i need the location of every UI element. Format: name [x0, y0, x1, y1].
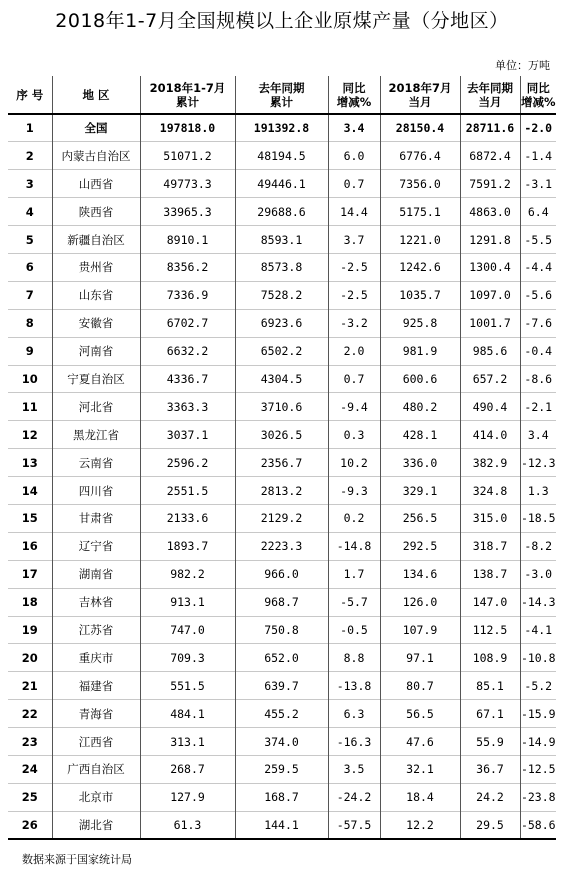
header-ytd-change-line2: 增减%: [336, 94, 372, 109]
cell-month: 1242.6: [380, 253, 460, 281]
cell-prev-month: 1097.0: [460, 281, 520, 309]
cell-prev-ytd: 7528.2: [235, 281, 328, 309]
table-row: [8, 700, 556, 728]
table-row: [8, 226, 556, 254]
cell-ytd-change: 10.2: [328, 449, 380, 477]
cell-ytd: 61.3: [140, 811, 235, 839]
cell-ytd: 8356.2: [140, 253, 235, 281]
cell-prev-month: 6872.4: [460, 142, 520, 170]
cell-month-change: -8.6: [520, 365, 556, 393]
cell-seq: 14: [8, 477, 52, 505]
cell-ytd-change: 8.8: [328, 644, 380, 672]
header-month-change: [520, 76, 556, 114]
cell-seq: 17: [8, 560, 52, 588]
cell-region: 四川省: [52, 477, 140, 505]
cell-month: 7356.0: [380, 170, 460, 198]
cell-month: 32.1: [380, 755, 460, 783]
cell-prev-month: 24.2: [460, 783, 520, 811]
header-prev-ytd-line1: 去年同期: [258, 80, 305, 95]
cell-prev-month: 1291.8: [460, 226, 520, 254]
cell-month-change: 3.4: [520, 421, 556, 449]
cell-region: 江西省: [52, 728, 140, 756]
cell-ytd: 484.1: [140, 700, 235, 728]
cell-ytd: 2551.5: [140, 477, 235, 505]
cell-ytd: 551.5: [140, 672, 235, 700]
cell-month: 480.2: [380, 393, 460, 421]
table-row: [8, 449, 556, 477]
table-body: [8, 114, 556, 839]
cell-seq: 20: [8, 644, 52, 672]
cell-prev-ytd: 4304.5: [235, 365, 328, 393]
cell-month: 292.5: [380, 532, 460, 560]
table-row: [8, 477, 556, 505]
cell-seq: 13: [8, 449, 52, 477]
cell-ytd: 127.9: [140, 783, 235, 811]
cell-prev-ytd: 374.0: [235, 728, 328, 756]
cell-month-change: -10.8: [520, 644, 556, 672]
table-row: [8, 588, 556, 616]
cell-month-change: -14.3: [520, 588, 556, 616]
cell-prev-month: 7591.2: [460, 170, 520, 198]
unit-label: 单位：万吨: [495, 59, 550, 72]
cell-ytd-change: 0.7: [328, 170, 380, 198]
cell-month-change: -1.4: [520, 142, 556, 170]
table-row: [8, 393, 556, 421]
cell-prev-ytd: 6923.6: [235, 309, 328, 337]
cell-ytd-change: -24.2: [328, 783, 380, 811]
cell-seq: 23: [8, 728, 52, 756]
cell-seq: 25: [8, 783, 52, 811]
cell-month: 428.1: [380, 421, 460, 449]
cell-month-change: -7.6: [520, 309, 556, 337]
table-row: [8, 504, 556, 532]
table-row: [8, 616, 556, 644]
cell-month-change: -2.1: [520, 393, 556, 421]
cell-month: 329.1: [380, 477, 460, 505]
cell-ytd-change: 2.0: [328, 337, 380, 365]
cell-ytd-change: 0.3: [328, 421, 380, 449]
cell-month: 47.6: [380, 728, 460, 756]
header-ytd-line2: 累计: [176, 94, 199, 109]
cell-ytd-change: 0.2: [328, 504, 380, 532]
cell-ytd: 3363.3: [140, 393, 235, 421]
table-row: [8, 532, 556, 560]
cell-seq: 7: [8, 281, 52, 309]
cell-ytd-change: 3.5: [328, 755, 380, 783]
cell-seq: 19: [8, 616, 52, 644]
cell-month-change: -14.9: [520, 728, 556, 756]
cell-ytd: 7336.9: [140, 281, 235, 309]
header-prev-month-line2: 当月: [478, 94, 502, 109]
cell-month-change: -18.5: [520, 504, 556, 532]
cell-month: 56.5: [380, 700, 460, 728]
cell-ytd-change: -13.8: [328, 672, 380, 700]
header-prev-month: [460, 76, 520, 114]
cell-prev-month: 318.7: [460, 532, 520, 560]
cell-ytd: 268.7: [140, 755, 235, 783]
cell-ytd: 2596.2: [140, 449, 235, 477]
cell-prev-month: 490.4: [460, 393, 520, 421]
cell-prev-ytd: 6502.2: [235, 337, 328, 365]
cell-region: 陕西省: [52, 198, 140, 226]
cell-region: 安徽省: [52, 309, 140, 337]
cell-seq: 1: [25, 121, 34, 136]
cell-region: 湖南省: [52, 560, 140, 588]
cell-region: 江苏省: [52, 616, 140, 644]
header-month-change-line2: 增减%: [520, 94, 556, 109]
table-row: [8, 170, 556, 198]
cell-prev-ytd: 144.1: [235, 811, 328, 839]
cell-prev-month: 985.6: [460, 337, 520, 365]
cell-seq: 11: [8, 393, 52, 421]
page-title: 2018年1-7月全国规模以上企业原煤产量（分地区）: [55, 10, 509, 32]
header-ytd-change: [328, 76, 380, 114]
cell-month-change: -3.1: [520, 170, 556, 198]
cell-seq: 15: [8, 504, 52, 532]
cell-month-change: -15.9: [520, 700, 556, 728]
table-header-row: [8, 76, 556, 114]
cell-ytd-change: -57.5: [328, 811, 380, 839]
header-prev-ytd: [235, 76, 328, 114]
cell-prev-ytd: 49446.1: [235, 170, 328, 198]
cell-month-change: 1.3: [520, 477, 556, 505]
coal-output-table: [8, 76, 556, 840]
cell-ytd-change: 6.0: [328, 142, 380, 170]
cell-prev-ytd: 750.8: [235, 616, 328, 644]
table-row: [8, 365, 556, 393]
table-row: [8, 309, 556, 337]
cell-prev-ytd: 29688.6: [235, 198, 328, 226]
table-row: [8, 644, 556, 672]
cell-prev-month: 85.1: [460, 672, 520, 700]
cell-ytd: 313.1: [140, 728, 235, 756]
cell-prev-ytd: 2356.7: [235, 449, 328, 477]
cell-prev-month: 1001.7: [460, 309, 520, 337]
cell-ytd: 4336.7: [140, 365, 235, 393]
cell-prev-ytd: 48194.5: [235, 142, 328, 170]
cell-month-change: -12.5: [520, 755, 556, 783]
cell-prev-ytd: 8593.1: [235, 226, 328, 254]
cell-month-change: -2.0: [520, 114, 556, 142]
cell-ytd-change: -9.3: [328, 477, 380, 505]
cell-ytd: 49773.3: [140, 170, 235, 198]
cell-month: 336.0: [380, 449, 460, 477]
cell-month-change: -8.2: [520, 532, 556, 560]
cell-month-change: -4.1: [520, 616, 556, 644]
header-region: 地 区: [52, 76, 140, 114]
cell-prev-ytd: 259.5: [235, 755, 328, 783]
cell-prev-ytd: 2813.2: [235, 477, 328, 505]
cell-month: 28150.4: [380, 114, 460, 142]
cell-prev-month: 657.2: [460, 365, 520, 393]
cell-prev-month: 382.9: [460, 449, 520, 477]
cell-ytd-change: -2.5: [328, 281, 380, 309]
cell-month-change: -5.2: [520, 672, 556, 700]
cell-month: 97.1: [380, 644, 460, 672]
table-row: [8, 783, 556, 811]
cell-ytd-change: 3.4: [328, 114, 380, 142]
cell-seq: 26: [8, 811, 52, 839]
cell-ytd: 6702.7: [140, 309, 235, 337]
cell-month: 126.0: [380, 588, 460, 616]
cell-ytd-change: -14.8: [328, 532, 380, 560]
cell-month-change: -3.0: [520, 560, 556, 588]
cell-month-change: -4.4: [520, 253, 556, 281]
cell-prev-month: 4863.0: [460, 198, 520, 226]
cell-region: 青海省: [52, 700, 140, 728]
cell-month: 1221.0: [380, 226, 460, 254]
cell-ytd-change: -9.4: [328, 393, 380, 421]
cell-prev-ytd: 191392.8: [235, 114, 328, 142]
cell-seq: 12: [8, 421, 52, 449]
cell-prev-month: 67.1: [460, 700, 520, 728]
cell-region: 湖北省: [52, 811, 140, 839]
cell-ytd: 913.1: [140, 588, 235, 616]
table-row: [8, 811, 556, 839]
cell-prev-month: 112.5: [460, 616, 520, 644]
cell-prev-month: 55.9: [460, 728, 520, 756]
cell-month-change: -58.6: [520, 811, 556, 839]
table-row: [8, 114, 556, 142]
cell-month: 925.8: [380, 309, 460, 337]
cell-ytd-change: 3.7: [328, 226, 380, 254]
cell-ytd: 197818.0: [140, 114, 235, 142]
cell-region: 北京市: [52, 783, 140, 811]
cell-ytd: 33965.3: [140, 198, 235, 226]
header-ytd-line1: 2018年1-7月: [149, 80, 226, 95]
table-row: [8, 253, 556, 281]
cell-prev-month: 147.0: [460, 588, 520, 616]
table-row: [8, 728, 556, 756]
header-month-change-line1: 同比: [526, 80, 550, 95]
cell-region: 重庆市: [52, 644, 140, 672]
cell-month-change: -12.3: [520, 449, 556, 477]
cell-region: 广西自治区: [52, 755, 140, 783]
cell-region: 宁夏自治区: [52, 365, 140, 393]
cell-month: 5175.1: [380, 198, 460, 226]
cell-region: 福建省: [52, 672, 140, 700]
cell-seq: 24: [8, 755, 52, 783]
cell-prev-ytd: 2129.2: [235, 504, 328, 532]
cell-prev-ytd: 3710.6: [235, 393, 328, 421]
cell-prev-ytd: 639.7: [235, 672, 328, 700]
cell-region: 山西省: [52, 170, 140, 198]
cell-seq: 3: [8, 170, 52, 198]
cell-ytd: 1893.7: [140, 532, 235, 560]
cell-prev-month: 36.7: [460, 755, 520, 783]
cell-month: 981.9: [380, 337, 460, 365]
cell-month-change: -23.8: [520, 783, 556, 811]
table-row: [8, 672, 556, 700]
cell-ytd-change: -2.5: [328, 253, 380, 281]
cell-ytd: 8910.1: [140, 226, 235, 254]
table-row: [8, 337, 556, 365]
cell-prev-ytd: 652.0: [235, 644, 328, 672]
header-seq: 序 号: [8, 76, 52, 114]
table-row: [8, 421, 556, 449]
cell-month: 107.9: [380, 616, 460, 644]
cell-prev-ytd: 966.0: [235, 560, 328, 588]
cell-ytd: 2133.6: [140, 504, 235, 532]
table-row: [8, 142, 556, 170]
cell-ytd-change: 1.7: [328, 560, 380, 588]
header-ytd: [140, 76, 235, 114]
cell-prev-ytd: 455.2: [235, 700, 328, 728]
cell-prev-ytd: 2223.3: [235, 532, 328, 560]
cell-month-change: -0.4: [520, 337, 556, 365]
cell-prev-month: 1300.4: [460, 253, 520, 281]
cell-month: 256.5: [380, 504, 460, 532]
cell-region: 辽宁省: [52, 532, 140, 560]
cell-seq: 5: [8, 226, 52, 254]
cell-month: 600.6: [380, 365, 460, 393]
cell-prev-month: 315.0: [460, 504, 520, 532]
cell-region: 甘肃省: [52, 504, 140, 532]
cell-ytd: 51071.2: [140, 142, 235, 170]
cell-seq: 16: [8, 532, 52, 560]
cell-ytd-change: -16.3: [328, 728, 380, 756]
cell-region: 全国: [52, 114, 140, 142]
header-month-line1: 2018年7月: [388, 80, 452, 95]
header-month: [380, 76, 460, 114]
cell-seq: 6: [8, 253, 52, 281]
cell-month: 12.2: [380, 811, 460, 839]
cell-ytd: 709.3: [140, 644, 235, 672]
cell-prev-month: 414.0: [460, 421, 520, 449]
header-prev-month-line1: 去年同期: [467, 80, 513, 95]
cell-ytd-change: -0.5: [328, 616, 380, 644]
cell-month: 134.6: [380, 560, 460, 588]
cell-ytd-change: -3.2: [328, 309, 380, 337]
cell-ytd-change: 14.4: [328, 198, 380, 226]
cell-month-change: 6.4: [520, 198, 556, 226]
cell-prev-month: 138.7: [460, 560, 520, 588]
cell-prev-month: 324.8: [460, 477, 520, 505]
cell-region: 新疆自治区: [52, 226, 140, 254]
source-note: 数据来源于国家统计局: [22, 853, 132, 866]
table-row: [8, 281, 556, 309]
cell-seq: 22: [8, 700, 52, 728]
cell-seq: 9: [8, 337, 52, 365]
cell-seq: 10: [8, 365, 52, 393]
cell-month: 18.4: [380, 783, 460, 811]
cell-prev-ytd: 3026.5: [235, 421, 328, 449]
cell-prev-month: 28711.6: [460, 114, 520, 142]
cell-month-change: -5.5: [520, 226, 556, 254]
cell-prev-ytd: 968.7: [235, 588, 328, 616]
table-row: [8, 560, 556, 588]
cell-prev-month: 29.5: [460, 811, 520, 839]
cell-month-change: -5.6: [520, 281, 556, 309]
cell-region: 河南省: [52, 337, 140, 365]
table-row: [8, 755, 556, 783]
cell-prev-ytd: 168.7: [235, 783, 328, 811]
cell-region: 黑龙江省: [52, 421, 140, 449]
cell-region: 山东省: [52, 281, 140, 309]
cell-region: 贵州省: [52, 253, 140, 281]
header-ytd-change-line1: 同比: [342, 80, 366, 95]
cell-prev-ytd: 8573.8: [235, 253, 328, 281]
cell-ytd: 982.2: [140, 560, 235, 588]
header-month-line2: 当月: [408, 94, 432, 109]
cell-ytd: 6632.2: [140, 337, 235, 365]
cell-ytd: 747.0: [140, 616, 235, 644]
cell-seq: 2: [8, 142, 52, 170]
cell-month: 1035.7: [380, 281, 460, 309]
cell-prev-month: 108.9: [460, 644, 520, 672]
cell-seq: 21: [8, 672, 52, 700]
table-row: [8, 198, 556, 226]
cell-seq: 18: [8, 588, 52, 616]
cell-region: 云南省: [52, 449, 140, 477]
cell-region: 吉林省: [52, 588, 140, 616]
cell-ytd: 3037.1: [140, 421, 235, 449]
cell-region: 河北省: [52, 393, 140, 421]
cell-seq: 4: [8, 198, 52, 226]
cell-month: 80.7: [380, 672, 460, 700]
cell-ytd-change: 6.3: [328, 700, 380, 728]
cell-month: 6776.4: [380, 142, 460, 170]
cell-ytd-change: -5.7: [328, 588, 380, 616]
cell-seq: 8: [8, 309, 52, 337]
cell-ytd-change: 0.7: [328, 365, 380, 393]
header-prev-ytd-line2: 累计: [270, 94, 293, 109]
cell-region: 内蒙古自治区: [52, 142, 140, 170]
